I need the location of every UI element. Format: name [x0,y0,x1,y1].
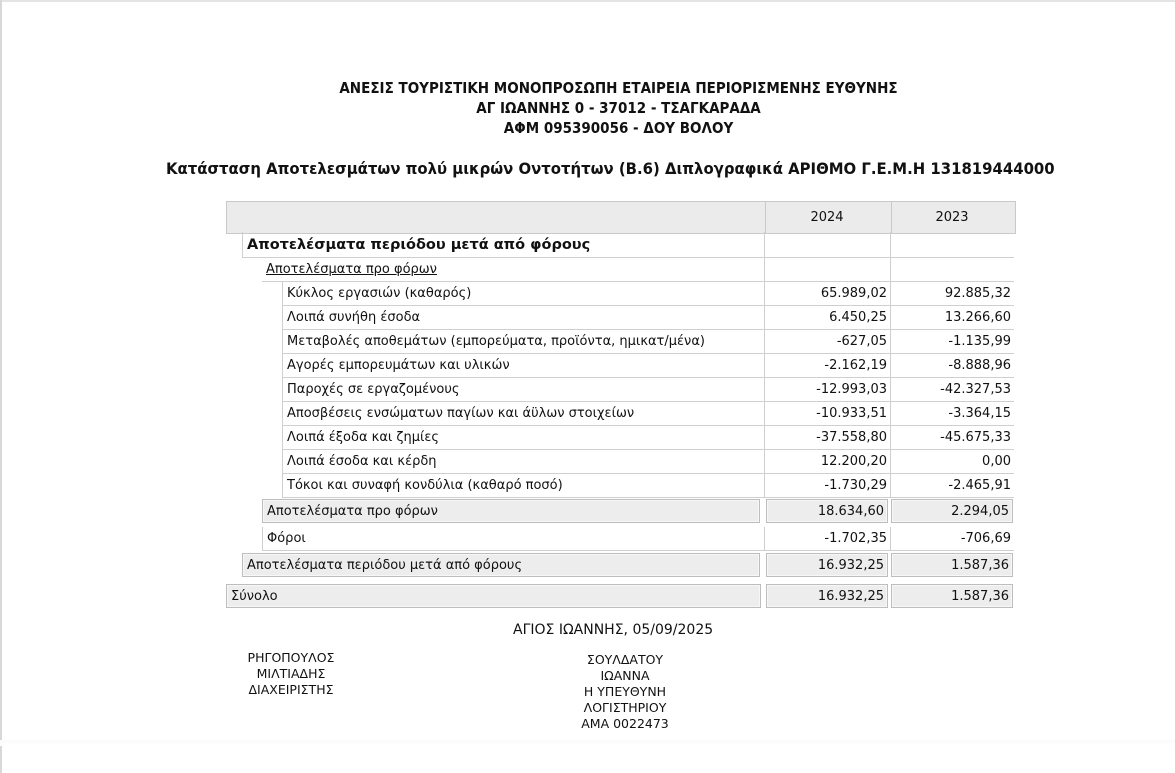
value-2023: 92.885,32 [890,282,1014,306]
value-2023: 13.266,60 [890,306,1014,330]
subsection-title: Αποτελέσματα προ φόρων [262,258,764,282]
grand-total-row [226,582,1014,612]
table-row [226,402,1014,426]
empty-cell [890,232,1014,258]
signatory-right-line: ΙΩΑΝΝΑ [600,668,650,683]
column-header-2024: 2024 [765,202,891,233]
row-label: Αποσβέσεις ενσώματων παγίων και άϋλων στοιχείων [282,402,764,426]
section-title: Αποτελέσματα περιόδου μετά από φόρους [242,232,764,258]
value-2024: 12.200,20 [764,450,890,474]
company-name: ΑΝΕΣΙΣ ΤΟΥΡΙΣΤΙΚΗ ΜΟΝΟΠΡΟΣΩΠΗ ΕΤΑΙΡΕΙΑ ΠΕΡΙΟΡΙΣΜΕΝΗΣ ΕΥΘΥΝΗΣ [339,79,898,97]
signatory-right-line: ΣΟΥΛΔΑΤΟΥ [586,652,664,667]
place-and-date: ΑΓΙΟΣ ΙΩΑΝΝΗΣ, 05/09/2025 [513,622,714,638]
value-2024: -627,05 [764,330,890,354]
value-2023: -45.675,33 [890,426,1014,450]
signatory-left-line: ΡΗΓΟΠΟΥΛΟΣ [247,650,335,665]
after-tax-total-row [226,551,1014,579]
signatory-left-line: ΜΙΛΤΙΑΔΗΣ [256,666,326,681]
value-2024: 16.932,25 [766,584,888,608]
table-row [226,378,1014,402]
pretax-total-row [226,497,1014,525]
signatory-right-line: Η ΥΠΕΥΘΥΝΗ [583,684,667,699]
value-2023: -2.465,91 [890,474,1014,498]
row-label: Αγορές εμπορευμάτων και υλικών [282,354,764,378]
row-label: Λοιπά έξοδα και ζημίες [282,426,764,450]
value-2024: 18.634,60 [766,499,888,523]
company-header [0,78,1175,138]
value-2023: 1.587,36 [891,553,1013,577]
value-2023: 2.294,05 [891,499,1013,523]
table-header-row [226,201,1016,234]
empty-cell [890,258,1014,282]
value-2023: 0,00 [890,450,1014,474]
value-2023: 1.587,36 [891,584,1013,608]
table-row [226,426,1014,450]
signatory-left [236,650,346,698]
signatory-right-line: ΛΟΓΙΣΤΗΡΙΟΥ [583,700,667,715]
section-title-row [226,232,1014,258]
value-2024: -37.558,80 [764,426,890,450]
signatory-right-line: ΑΜΑ 0022473 [581,716,669,731]
value-2023: -3.364,15 [890,402,1014,426]
row-label: Παροχές σε εργαζομένους [282,378,764,402]
empty-cell [764,232,890,258]
value-2024: -2.162,19 [764,354,890,378]
scan-artifact-line [0,740,1175,746]
row-label: Μεταβολές αποθεμάτων (εμπορεύματα, προϊόντα, ημικατ/μένα) [282,330,764,354]
signatory-right [560,652,690,732]
row-label: Αποτελέσματα προ φόρων [262,499,760,523]
value-2024: 16.932,25 [766,553,888,577]
table-row [226,450,1014,474]
row-label: Τόκοι και συναφή κονδύλια (καθαρό ποσό) [282,474,764,498]
row-label: Λοιπά συνήθη έσοδα [282,306,764,330]
value-2023: -1.135,99 [890,330,1014,354]
row-label: Κύκλος εργασιών (καθαρός) [282,282,764,306]
statement-title: Κατάσταση Αποτελεσμάτων πολύ μικρών Οντοτήτων (Β.6) Διπλογραφικά ΑΡΙΘΜΟ Γ.Ε.Μ.Η 131819444000 [166,159,1055,178]
table-row [226,354,1014,378]
row-label: Φόροι [262,527,764,551]
value-2024: -12.993,03 [764,378,890,402]
table-row [226,330,1014,354]
empty-cell [764,258,890,282]
table-row [226,474,1014,498]
row-label: Σύνολο [226,584,761,608]
value-2024: -1.702,35 [764,527,890,551]
value-2023: -42.327,53 [890,378,1014,402]
value-2024: -10.933,51 [764,402,890,426]
table-row [226,306,1014,330]
row-label: Αποτελέσματα περιόδου μετά από φόρους [242,553,760,577]
page-top-edge [0,0,1175,2]
company-address: ΑΓ ΙΩΑΝΝΗΣ 0 - 37012 - ΤΣΑΓΚΑΡΑΔΑ [476,99,761,117]
column-header-2023: 2023 [891,202,1015,233]
value-2023: -706,69 [890,527,1014,551]
taxes-row [226,527,1014,551]
subsection-title-row [226,258,1014,282]
signatory-left-line: ΔΙΑΧΕΙΡΙΣΤΗΣ [248,682,334,697]
value-2024: -1.730,29 [764,474,890,498]
value-2023: -8.888,96 [890,354,1014,378]
company-tax-info: ΑΦΜ 095390056 - ΔΟΥ ΒΟΛΟΥ [503,119,734,137]
row-label: Λοιπά έσοδα και κέρδη [282,450,764,474]
value-2024: 6.450,25 [764,306,890,330]
value-2024: 65.989,02 [764,282,890,306]
table-row [226,282,1014,306]
